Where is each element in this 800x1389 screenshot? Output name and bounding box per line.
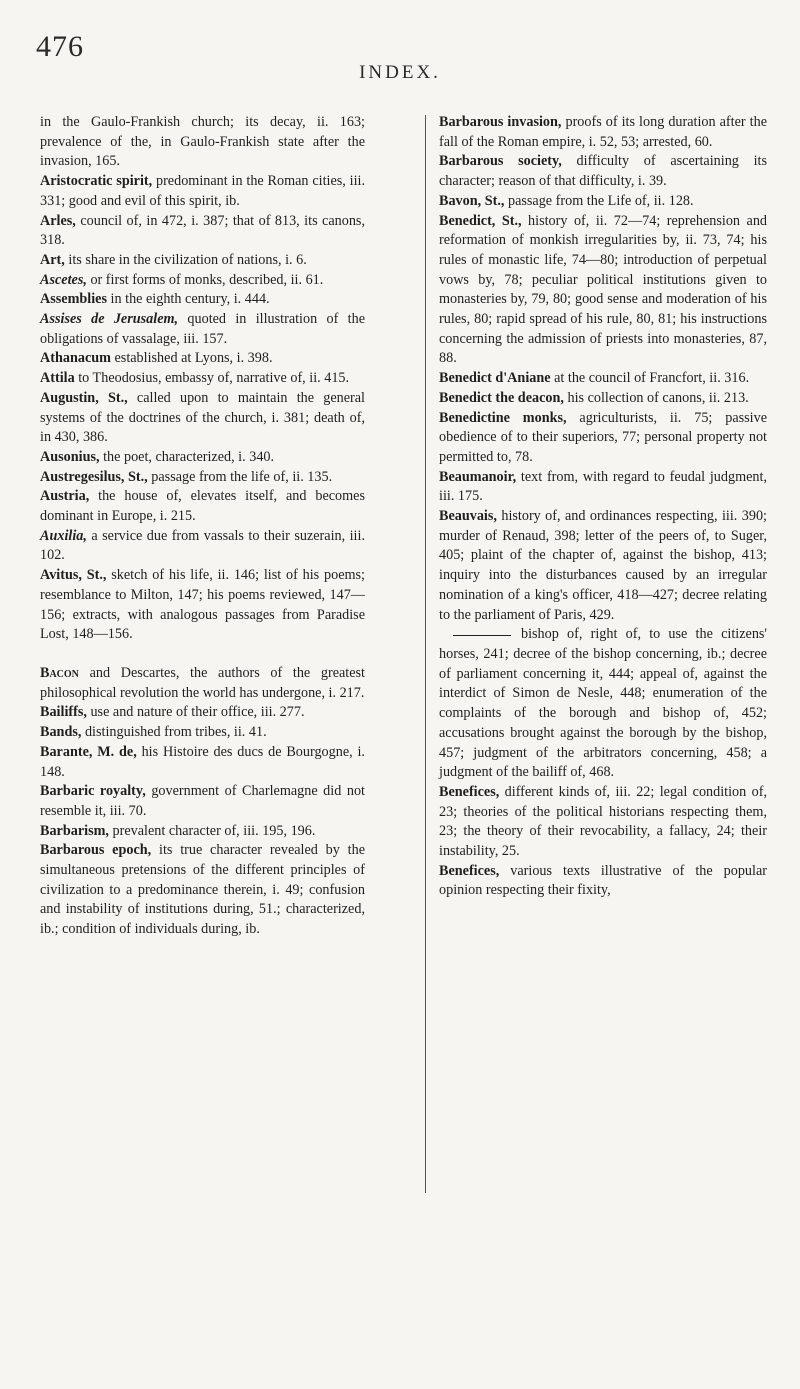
index-entry: [40, 703, 365, 723]
index-entry-heading: Assemblies: [40, 291, 107, 308]
index-entry: [439, 507, 767, 625]
index-entry-text: in the Gaulo-Frankish church; its decay, ii. 163; prevalence of the, in Gaulo-Frankish state after the invasion, 165.: [40, 114, 365, 170]
index-entry-heading: Bailiffs,: [40, 704, 87, 721]
index-entry-heading: Benedict the deacon,: [439, 389, 564, 406]
index-entry: [40, 251, 365, 271]
index-entry-heading: Attila: [40, 370, 75, 387]
index-entry-text: prevalent character of, iii. 195, 196.: [108, 822, 316, 839]
index-entry: [40, 664, 365, 703]
index-entry-heading: Barbaric royalty,: [40, 783, 146, 800]
index-entry-heading: Beaumanoir,: [439, 468, 517, 485]
index-entry-text: at the council of Francfort, ii. 316.: [550, 370, 750, 387]
index-entry: [40, 389, 365, 448]
index-entry-text: to Theodosius, embassy of, narrative of, ii. 415.: [74, 370, 350, 387]
index-entry-text: various texts illustrative of the popular opinion respecting their fixity,: [439, 862, 767, 899]
index-entry-text: bishop of, right of, to use the citizens' horses, 241; decree of the bishop concerning, ib.; decree of parliament concerning it, 444; appeal of, against the interdict of Simon de Nesle, 448; enumeration of the complaints of the borough and bishop of, 452; accusations brought against the borough by the bishop, 457; judgment of the arbitrators concerning, 458; a judgment of the bailiff of, 468.: [439, 626, 767, 781]
index-entry-heading: Aristocratic spirit,: [40, 173, 153, 190]
index-entry-text: and Descartes, the authors of the greatest philosophical revolution the world has undergone, i. 217.: [40, 664, 365, 701]
index-entry-heading: Barbarous invasion,: [439, 114, 562, 130]
index-entry-text: history of, ii. 72—74; reprehension and reformation of monkish irregularities by, ii. 73, 74; his rules of monastic life, 74—80; introduction of perpetual vows by, 78; peculiar political institutions given to monasteries by, 79, 80; good sense and moderation of his rules, 80; rapid spread of his rule, 80, 81; his instructions concerning the admission of priests into monasteries, 87, 88.: [439, 212, 768, 367]
running-head: INDEX.: [359, 62, 441, 83]
index-entry: [40, 172, 365, 211]
index-entry-text: passage from the Life of, ii. 128.: [504, 192, 694, 209]
index-entry-heading: Athanacum: [40, 350, 111, 367]
index-column-left: [40, 113, 365, 940]
index-entry-heading: Assises de Jerusalem,: [40, 311, 179, 328]
index-column-right: [439, 113, 767, 901]
index-entry-text: his Histoire des ducs de Bourgogne, i. 148.: [40, 743, 365, 780]
index-entry: [439, 389, 767, 409]
index-entry-text: or first forms of monks, described, ii. 61.: [86, 271, 324, 288]
index-entry: [40, 349, 365, 369]
index-entry: [40, 566, 365, 645]
index-entry-heading: Austria,: [40, 488, 90, 505]
index-entry-heading: Arles,: [40, 212, 76, 229]
index-entry-text: text from, with regard to feudal judgment, iii. 175.: [439, 468, 767, 505]
column-divider: [425, 115, 426, 1193]
index-entry-heading: Barbarous society,: [439, 153, 562, 170]
ditto-dash: [453, 635, 511, 636]
index-entry-heading: Benedictine monks,: [439, 409, 567, 426]
index-entry-text: its true character revealed by the simultaneous pretensions of the different principles of civilization to a predominance therein, i. 49; confusion and instability of institutions during, 51.; characterized, ib.; condition of individuals during, ib.: [40, 842, 365, 938]
index-entry-heading: Augustin, St.,: [40, 389, 128, 406]
index-entry-text: the poet, characterized, i. 340.: [99, 448, 275, 465]
index-entry-heading: Barbarous epoch,: [40, 842, 152, 859]
index-entry: [439, 409, 767, 468]
index-entry-heading: Austregesilus, St.,: [40, 468, 148, 485]
index-entry-heading: Benedict d'Aniane: [439, 370, 551, 387]
index-entry-heading: Bands,: [40, 724, 82, 741]
index-entry-heading: Barante, M. de,: [40, 743, 137, 760]
index-entry-text: agriculturists, ii. 75; passive obedience of to their superiors, 77; personal property not permitted to, 78.: [439, 409, 767, 465]
index-entry-text: council of, in 472, i. 387; that of 813, its canons, 318.: [40, 212, 365, 249]
index-entry-heading: Benefices,: [439, 783, 500, 800]
index-entry: [40, 290, 365, 310]
index-entry: [40, 487, 365, 526]
index-entry-text: use and nature of their office, iii. 277.: [86, 704, 305, 721]
index-entry-text: sketch of his life, ii. 146; list of his poems; resemblance to Milton, 147; his poems reviewed, 147—156; extracts, with analogous passages from Paradise Lost, 148—156.: [40, 567, 365, 643]
index-entry-text: a service due from vassals to their suzerain, iii. 102.: [40, 527, 365, 564]
index-entry: [439, 192, 767, 212]
index-entry-text: his collection of canons, ii. 213.: [563, 389, 749, 406]
index-entry: [439, 625, 767, 783]
index-entry: [439, 862, 767, 901]
index-entry-heading: Art,: [40, 251, 65, 268]
index-entry-text: called upon to maintain the general systems of the doctrines of the church, i. 381; death of, in 430, 386.: [40, 389, 365, 446]
index-entry: [40, 212, 365, 251]
index-entry-heading: Benedict, St.,: [439, 212, 522, 229]
index-entry-text: in the eighth century, i. 444.: [107, 291, 270, 308]
index-entry: [439, 152, 767, 191]
index-entry-text: its share in the civilization of nations, i. 6.: [64, 251, 307, 268]
index-entry: [40, 527, 365, 566]
index-entry: [40, 113, 365, 172]
index-entry-text: history of, and ordinances respecting, iii. 390; murder of Renaud, 398; letter of the peers of, to Suger, 405; plaint of the chapter of, against the bishop, 413; inquiry into the disturbances caused by an irregular nomination of a king's officer, 418—427; decree relating to the parliament of Paris, 429.: [439, 508, 767, 623]
index-entry: [439, 113, 767, 152]
index-entry-heading: Auxilia,: [40, 527, 87, 544]
index-entry: [40, 310, 365, 349]
index-entry-text: proofs of its long duration after the fall of the Roman empire, i. 52, 53; arrested, 60.: [439, 114, 767, 150]
index-entry-heading: Beauvais,: [439, 508, 497, 525]
index-entry-text: quoted in illustration of the obligations of vassalage, iii. 157.: [40, 311, 365, 347]
index-entry: [40, 448, 365, 468]
index-entry: [40, 841, 365, 940]
index-entry: [40, 468, 365, 488]
index-entry: [439, 783, 767, 862]
index-entry: [40, 743, 365, 782]
index-entry-heading: Benefices,: [439, 862, 500, 879]
index-entry-heading: Bacon: [40, 664, 79, 681]
index-entry-text: government of Charlemagne did not resemble it, iii. 70.: [40, 783, 365, 819]
index-entry-heading: Ausonius,: [40, 448, 100, 465]
index-entry-text: difficulty of ascertaining its character; reason of that difficulty, i. 39.: [439, 153, 767, 190]
index-entry: [439, 468, 767, 507]
index-entry-text: predominant in the Roman cities, iii. 331; good and evil of this spirit, ib.: [40, 173, 366, 209]
index-entry-text: distinguished from tribes, ii. 41.: [81, 724, 267, 741]
index-entry-heading: Avitus, St.,: [40, 567, 107, 584]
index-entry-text: the house of, elevates itself, and becomes dominant in Europe, i. 215.: [40, 488, 365, 525]
index-entry-heading: Bavon, St.,: [439, 192, 505, 209]
index-entry: [40, 271, 365, 291]
index-entry-text: different kinds of, iii. 22; legal condition of, 23; theories of the political historians respecting them, 23; the theory of their revocability, a fallacy, 24; their instability, 25.: [439, 783, 767, 860]
index-entry-text: established at Lyons, i. 398.: [110, 350, 273, 367]
index-entry-heading: Ascetes,: [40, 271, 87, 288]
index-entry: [439, 212, 767, 370]
index-entry-text: passage from the life of, ii. 135.: [147, 468, 333, 485]
index-entry-heading: Barbarism,: [40, 822, 109, 839]
index-entry: [40, 782, 365, 821]
index-entry: [40, 369, 365, 389]
page-number: 476: [36, 30, 84, 63]
index-entry: [40, 723, 365, 743]
index-entry: [40, 822, 365, 842]
index-entry: [439, 369, 767, 389]
